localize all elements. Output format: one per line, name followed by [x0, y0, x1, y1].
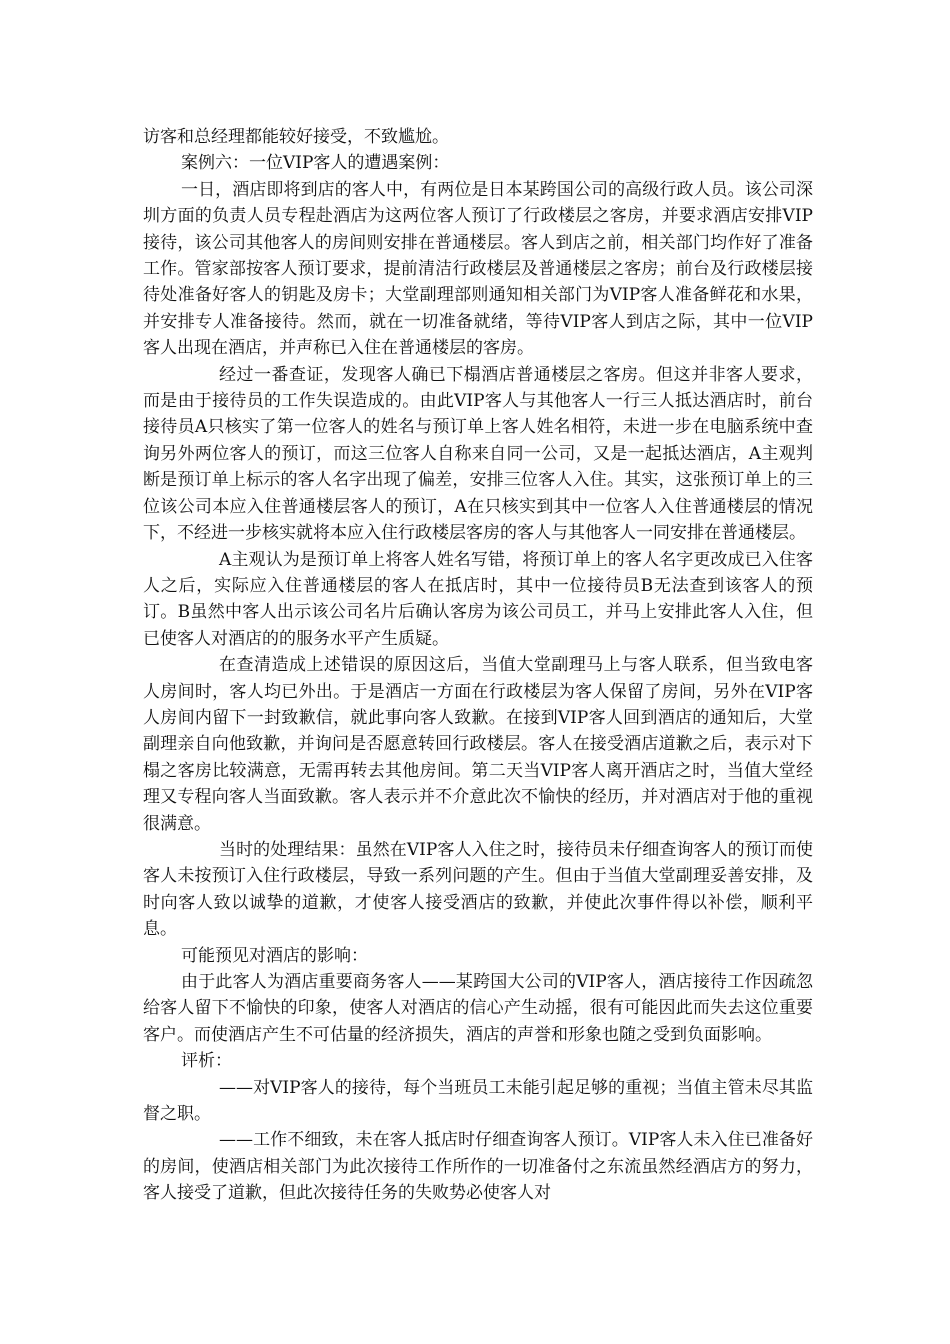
case-heading: 案例六：一位VIP客人的遭遇案例：	[181, 153, 450, 174]
body-text	[143, 124, 813, 1207]
paragraph: 当时的处理结果：虽然在VIP客人入住之时，接待员未仔细查询客人的预订而使客人未按预订入住行政楼层，导致一系列问题的产生。但由于当值大堂副理妥善安排，及时向客人致以诚挚的道歉，才使客人接受酒店的致歉，并使此次事件得以补偿，顺利平息。	[143, 839, 813, 940]
paragraph: 在查清造成上述错误的原因这后，当值大堂副理马上与客人联系，但当致电客人房间时，客人均已外出。于是酒店一方面在行政楼层为客人保留了房间，另外在VIP客人房间内留下一封致歉信，就此事向客人致歉。在接到VIP客人回到酒店的通知后，大堂副理亲自向他致歉，并询问是否愿意转回行政楼层。客人在接受酒店道歉之后，表示对下榻之客房比较满意，无需再转去其他房间。第二天当VIP客人离开酒店之时，当值大堂经理又专程向客人当面致歉。客人表示并不介意此次不愉快的经历，并对酒店对于他的重视很满意。	[143, 655, 813, 834]
paragraph: A主观认为是预订单上将客人姓名写错，将预订单上的客人名字更改成已入住客人之后，实际应入住普通楼层的客人在抵店时，其中一位接待员B无法查到该客人的预订。B虽然中客人出示该公司名片后确认客房为该公司员工，并马上安排此客人入住，但已使客人对酒店的的服务水平产生质疑。	[143, 549, 813, 649]
paragraph: 一日，酒店即将到店的客人中，有两位是日本某跨国公司的高级行政人员。该公司深圳方面的负责人员专程赴酒店为这两位客人预订了行政楼层之客房，并要求酒店安排VIP接待，该公司其他客人的房间则安排在普通楼层。客人到店之前，相关部门均作好了准备工作。管家部按客人预订要求，提前清洁行政楼层及普通楼层之客房；前台及行政楼层接待处准备好客人的钥匙及房卡；大堂副理部则通知相关部门为VIP客人准备鲜花和水果，并安排专人准备接待。然而，就在一切准备就绪，等待VIP客人到店之际，其中一位VIP客人出现在酒店，并声称已入住在普通楼层的客房。	[143, 179, 813, 359]
paragraph: ——对VIP客人的接待，每个当班员工未能引起足够的重视；当值主管未尽其监督之职。	[143, 1077, 813, 1125]
section-heading: 可能预见对酒店的影响：	[181, 945, 368, 966]
paragraph: 由于此客人为酒店重要商务客人——某跨国大公司的VIP客人，酒店接待工作因疏忽给客人留下不愉快的印象，使客人对酒店的信心产生动摇，很有可能因此而失去这位重要客户。而使酒店产生不可估量的经济损失，酒店的声誉和形象也随之受到负面影响。	[143, 972, 813, 1045]
section-heading: 评析：	[181, 1051, 232, 1072]
paragraph: 经过一番查证，发现客人确已下榻酒店普通楼层之客房。但这并非客人要求，而是由于接待员的工作失误造成的。由此VIP客人与其他客人一行三人抵达酒店时，前台接待员A只核实了第一位客人的姓名与预订单上客人姓名相符，未进一步在电脑系统中查询另外两位客人的预订，而这三位客人自称来自同一公司，又是一起抵达酒店，A主观判断是预订单上标示的客人名字出现了偏差，安排三位客人入住。其实，这张预订单上的三位该公司本应入住普通楼层客人的预订，A在只核实到其中一位客人入住普通楼层的情况下，不经进一步核实就将本应入住行政楼层客房的客人与其他客人一同安排在普通楼层。	[143, 364, 813, 544]
paragraph: ——工作不细致，未在客人抵店时仔细查询客人预订。VIP客人未入住已准备好的房间，使酒店相关部门为此次接待工作所作的一切准备付之东流虽然经酒店方的努力，客人接受了道歉，但此次接待任务的失败势必使客人对	[143, 1130, 813, 1204]
paragraph: 访客和总经理都能较好接受，不致尴尬。	[143, 127, 449, 147]
